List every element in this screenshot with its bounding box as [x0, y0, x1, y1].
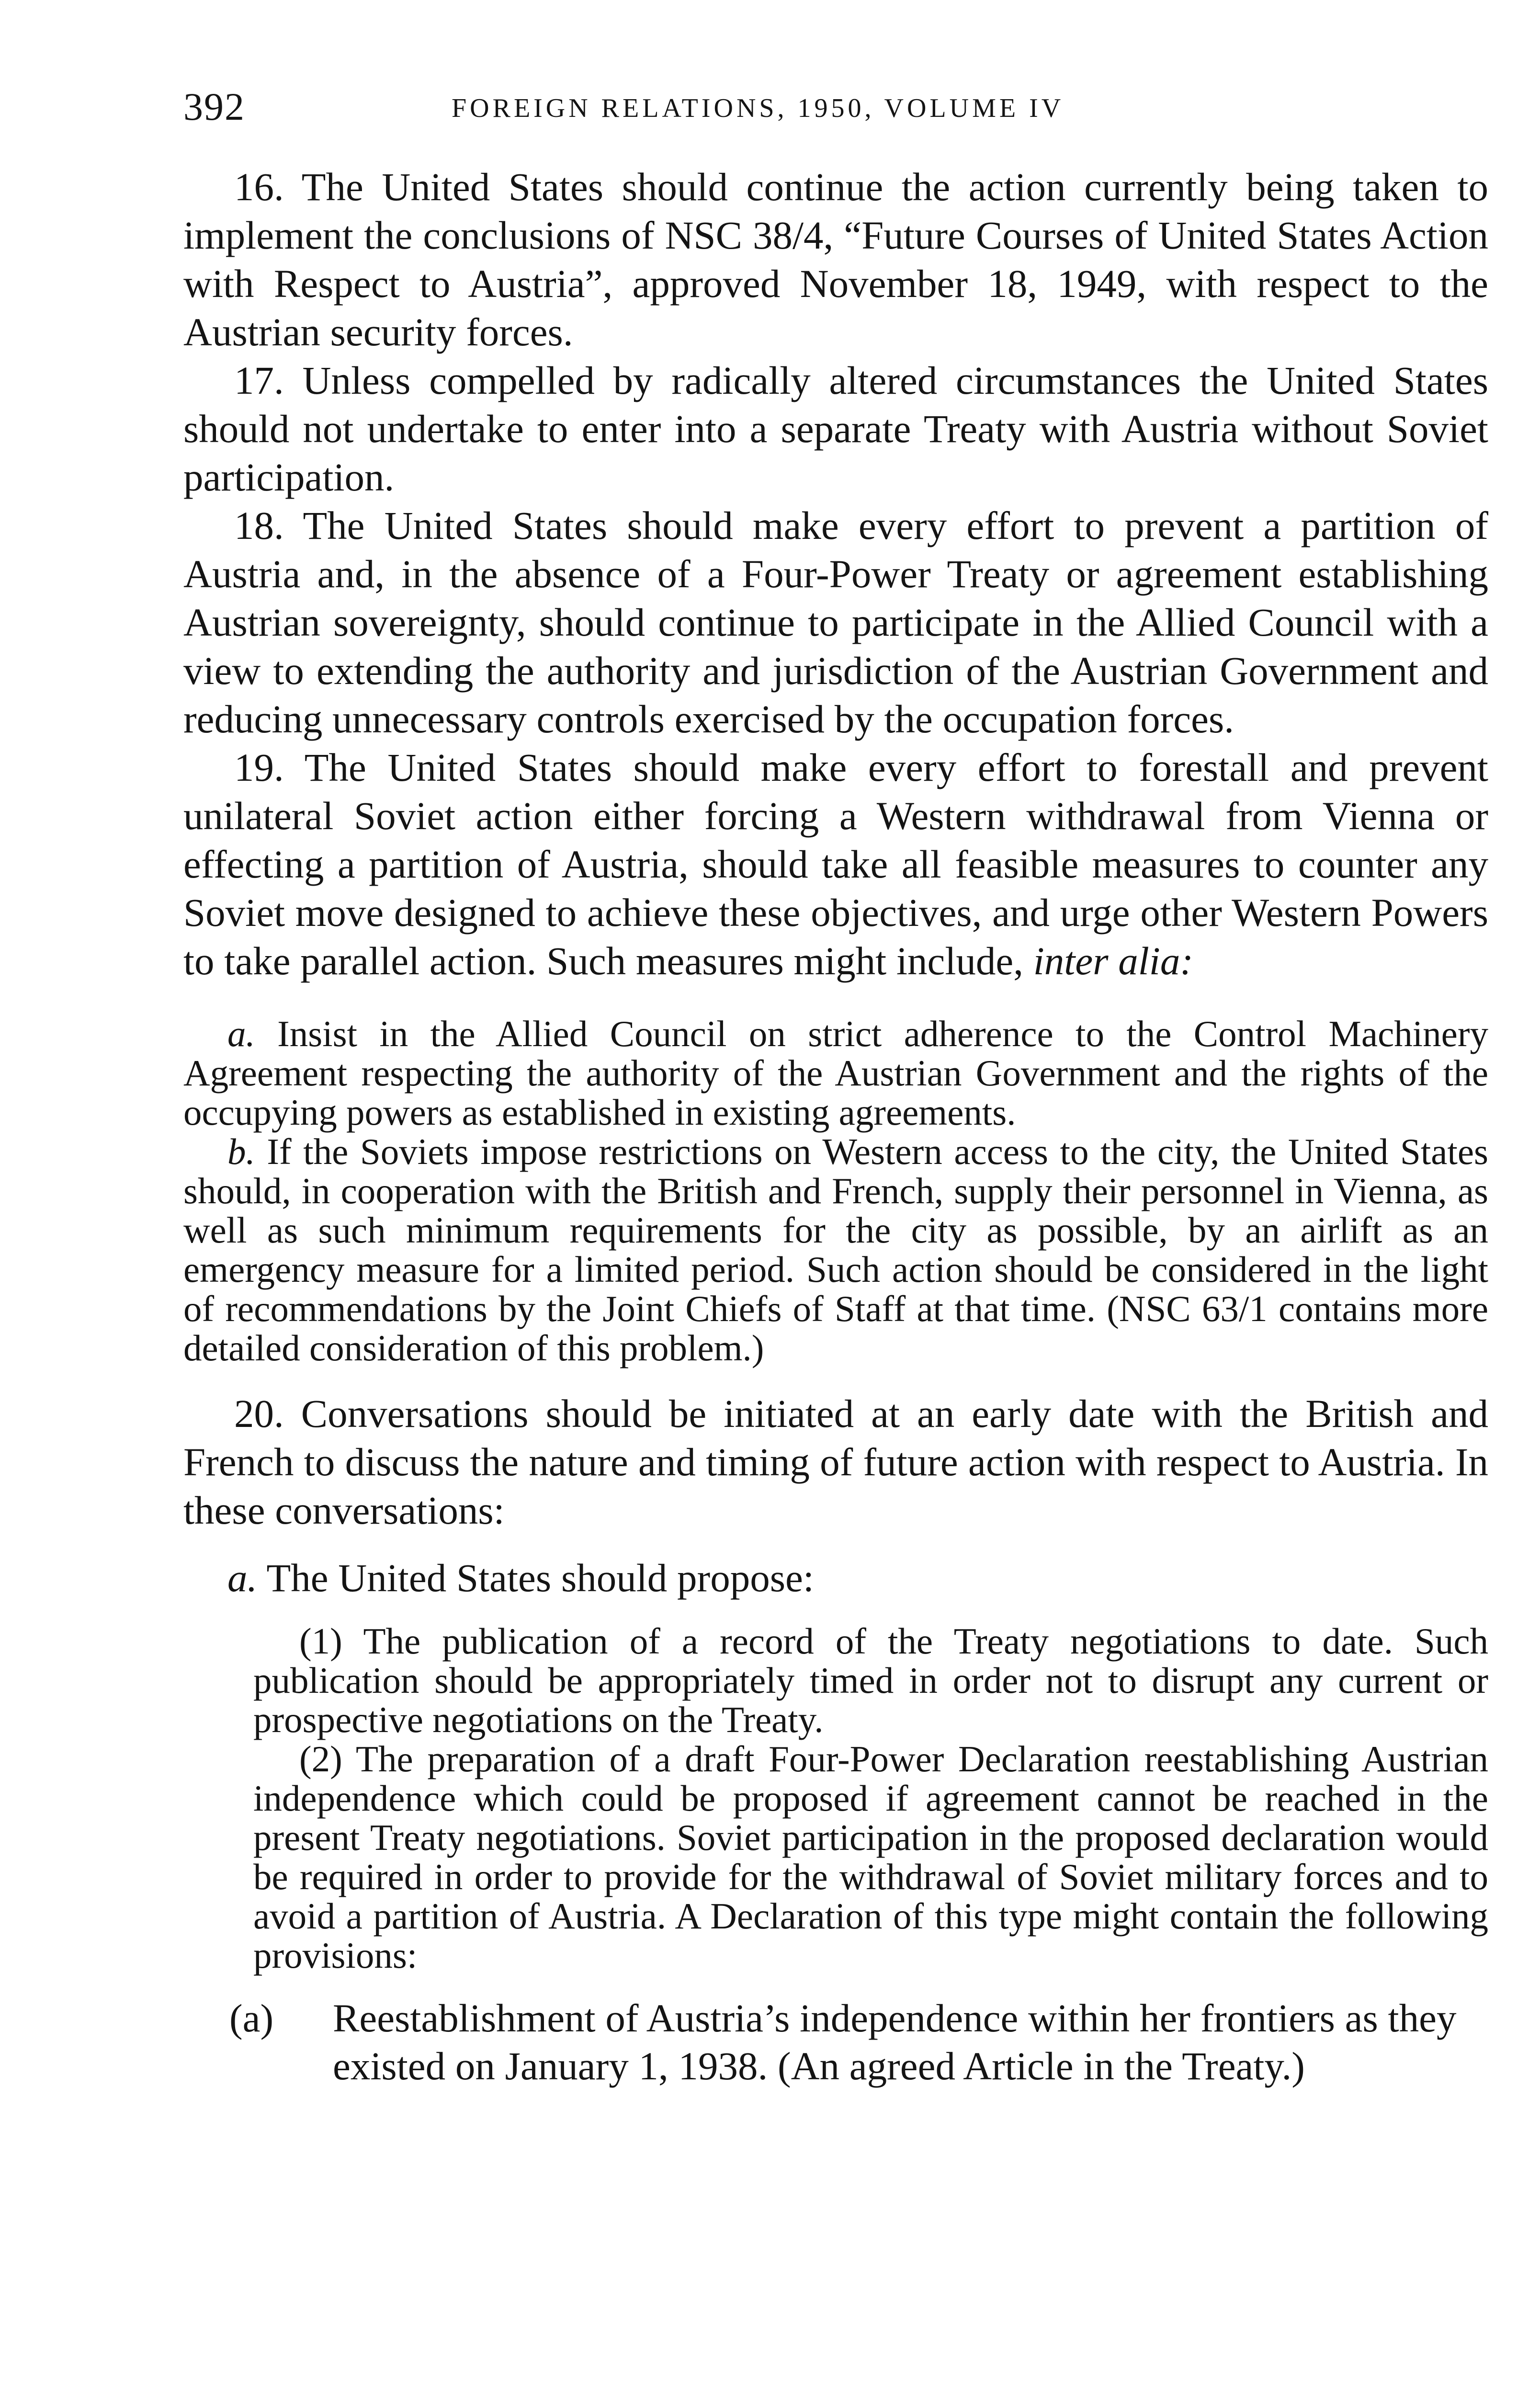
page-header — [183, 80, 1491, 133]
paragraph-20a — [183, 1554, 1488, 1602]
page-number: 392 — [183, 85, 245, 128]
paragraph-19-inter-alia: inter alia: — [1033, 939, 1194, 983]
paragraph-19a — [183, 1014, 1488, 1132]
paragraph-20a-2: (2) The preparation of a draft Four-Power Declaration reestablishing Austrian independence which could be proposed if agreement cannot be reached in the present Treaty negotiations. Soviet participation in the proposed declaration would be required in order to provide for the withdrawal of Soviet military forces and to avoid a partition of Austria. A Declaration of this type might contain the following provisions: — [253, 1738, 1488, 1976]
running-head: FOREIGN RELATIONS, 1950, VOLUME IV — [452, 93, 1064, 123]
paragraph-19-text: 19. The United States should make every effort to forestall and prevent unilateral Soviet action either forcing a Western withdrawal from Vienna or effecting a partition of Austria, should take all feasible measures to counter any Soviet move designed to achieve these objectives, and urge other Western Powers to take parallel action. Such measures might include, — [183, 745, 1488, 983]
paragraph-18: 18. The United States should make every effort to prevent a partition of Austria and, in the absence of a Four-Power Treaty or agreement establishing Austrian sovereignty, should continue to participate in the Allied Council with a view to extending the authority and jurisdiction of the Austrian Government and reducing unnecessary controls exercised by the occupation forces. — [183, 503, 1488, 741]
paragraph-20: 20. Conversations should be initiated at an early date with the British and French to discuss the nature and timing of future action with respect to Austria. In these conversations: — [183, 1391, 1488, 1532]
provision-a — [183, 1994, 1488, 2090]
provision-a-text: Reestablishment of Austria’s independence within her frontiers as they existed on January 1, 1938. (An agreed Article in the Treaty.) — [333, 1996, 1457, 2088]
paragraph-19a-label: a. — [227, 1013, 255, 1054]
paragraph-17: 17. Unless compelled by radically altered circumstances the United States should not undertake to enter into a separate Treaty with Austria without Soviet participation. — [183, 358, 1488, 499]
paragraph-20a-text: The United States should propose: — [257, 1556, 814, 1600]
paragraph-16: 16. The United States should continue the action currently being taken to implement the conclusions of NSC 38/4, “Future Courses of United States Action with Respect to Austria”, approved November 18, 1949, with respect to the Austrian security forces. — [183, 165, 1488, 354]
paragraph-20a-label: a. — [227, 1556, 258, 1600]
provision-a-label: (a) — [229, 1996, 274, 2040]
paragraph-19b-label: b. — [227, 1131, 255, 1172]
paragraph-19 — [183, 743, 1488, 985]
paragraph-20a-1: (1) The publication of a record of the Treaty negotiations to date. Such publication should be appropriately timed in order not to disrupt any current or prospective negotiations on the Treaty. — [253, 1620, 1488, 1740]
paragraph-19a-text: Insist in the Allied Council on strict adherence to the Control Machinery Agreement respecting the authority of the Austrian Government and the rights of the occupying powers as established in existing agreements. — [183, 1013, 1488, 1133]
paragraph-19b-text: If the Soviets impose restrictions on Western access to the city, the United States should, in cooperation with the British and French, supply their personnel in Vienna, as well as such minimum requirements for the city as possible, by an airlift as an emergency measure for a limited period. Such action should be considered in the light of recommendations by the Joint Chiefs of Staff at that time. (NSC 63/1 contains more detailed consideration of this problem.) — [183, 1131, 1488, 1369]
paragraph-19b — [183, 1132, 1488, 1368]
body-text — [183, 163, 1488, 2090]
